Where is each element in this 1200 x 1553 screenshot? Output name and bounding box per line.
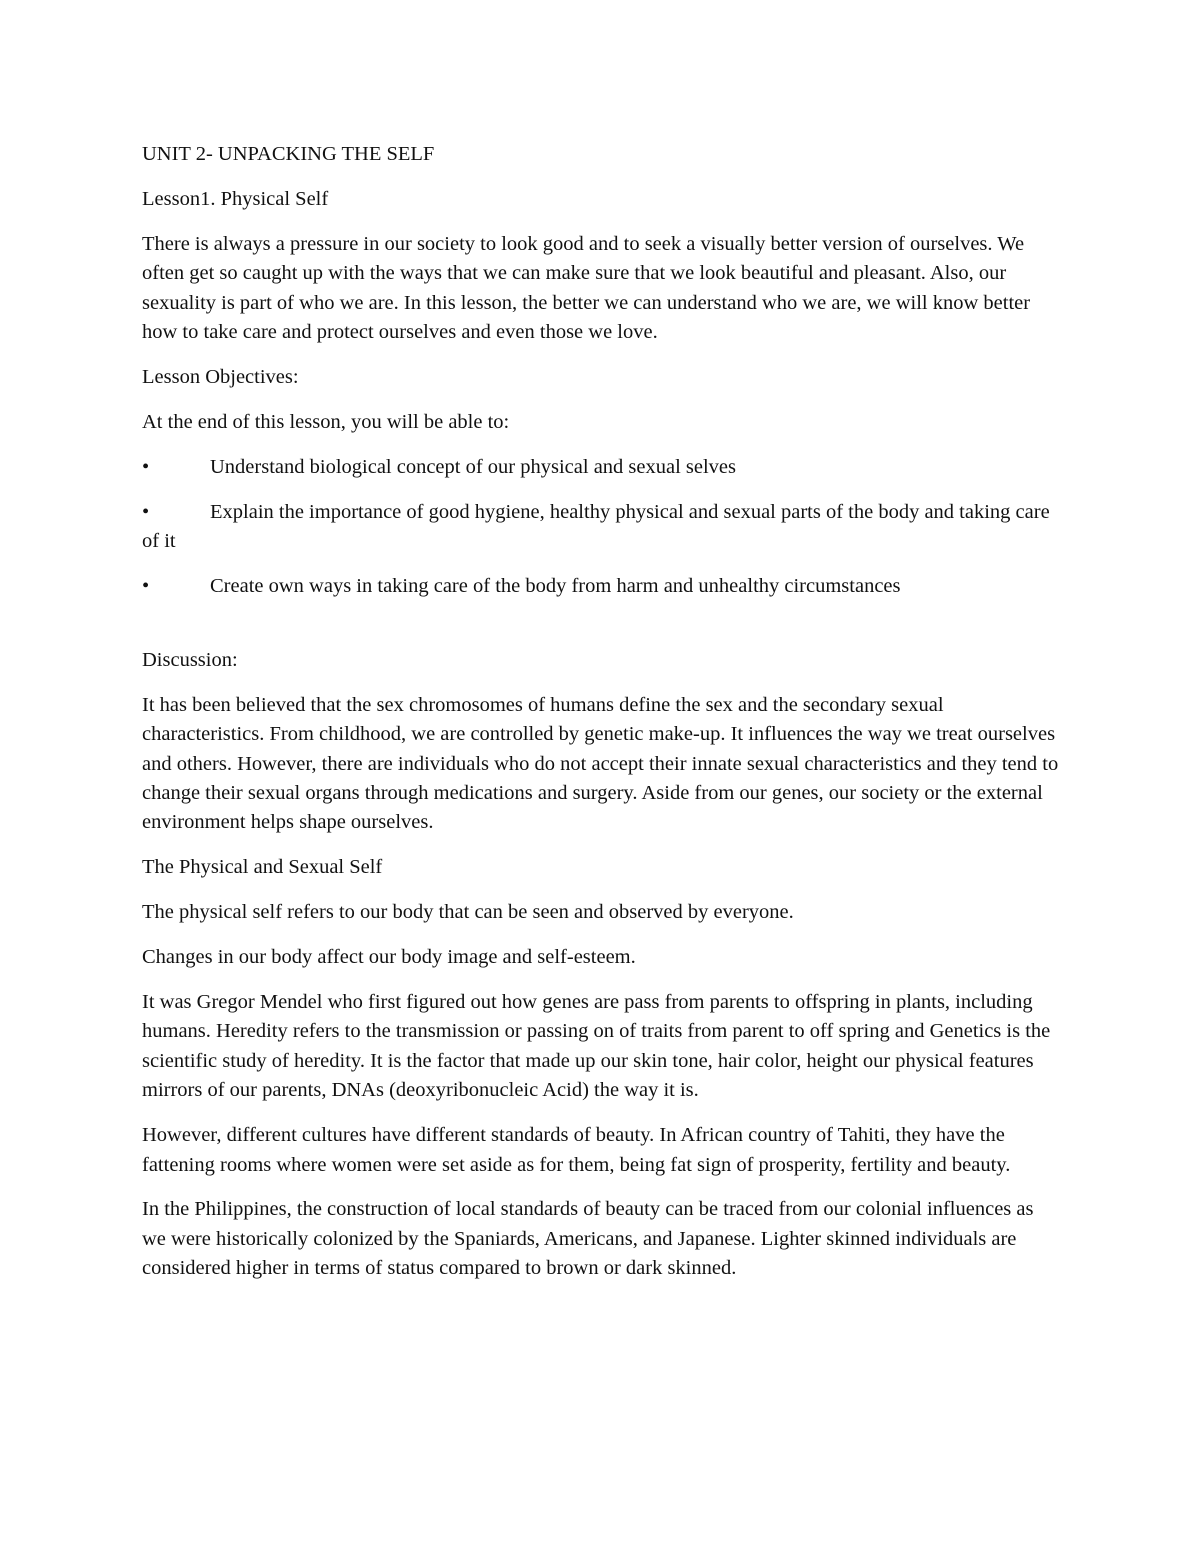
bullet-icon: • — [142, 455, 150, 478]
section-heading: The Physical and Sexual Self — [142, 856, 383, 879]
body-paragraph: It was Gregor Mendel who first figured out how genes are pass from parents to offspring in plants, including humans. Heredity refers to the transmission or passing on of traits from parent to off spring and Genetics is the scientific study of heredity. It is the factor that made up our skin tone, hair color, height our physical features mirrors of our parents, DNAs (deoxyribonucleic Acid) the way it is. — [142, 991, 1051, 1102]
discussion-paragraph: It has been believed that the sex chromosomes of humans define the sex and the secondary sexual characteristics. From childhood, we are controlled by genetic make-up. It influences the way we treat ourselves and others. However, there are individuals who do not accept their innate sexual characteristics and they tend to change their sexual organs through medications and surgery. Aside from our genes, our society or the external environment helps shape ourselves. — [142, 693, 1059, 834]
discussion-heading: Discussion: — [142, 648, 238, 671]
body-paragraph: In the Philippines, the construction of local standards of beauty can be traced from our colonial influences as we were historically colonized by the Spaniards, Americans, and Japanese. Lighter skinned individuals are considered higher in terms of status compared to brown or dark skinned. — [142, 1198, 1034, 1280]
body-paragraph: Changes in our body affect our body image and self-esteem. — [142, 946, 636, 969]
lesson-heading: Lesson1. Physical Self — [142, 187, 329, 210]
body-paragraph: The physical self refers to our body that can be seen and observed by everyone. — [142, 901, 794, 924]
intro-paragraph: There is always a pressure in our society to look good and to seek a visually better version of ourselves. We often get so caught up with the ways that we can make sure that we look beautiful and pleasant. Also, our sexuality is part of who we are. In this lesson, the better we can understand who we are, we will know better how to take care and protect ourselves and even those we love. — [142, 232, 1031, 344]
objective-item — [142, 453, 1062, 482]
unit-title: UNIT 2- UNPACKING THE SELF — [142, 143, 435, 165]
objective-text: Explain the importance of good hygiene, healthy physical and sexual parts of the body and taking care of it — [142, 500, 1050, 553]
spacer — [142, 617, 1062, 646]
objective-item — [142, 498, 1062, 557]
objectives-intro: At the end of this lesson, you will be able to: — [142, 410, 510, 433]
bullet-icon: • — [142, 574, 150, 597]
objectives-heading: Lesson Objectives: — [142, 365, 299, 388]
objective-text: Understand biological concept of our physical and sexual selves — [210, 455, 737, 478]
objective-item — [142, 572, 1062, 601]
document-page — [142, 140, 1062, 1299]
objective-text: Create own ways in taking care of the body from harm and unhealthy circumstances — [210, 574, 901, 597]
bullet-icon: • — [142, 500, 150, 523]
body-paragraph: However, different cultures have different standards of beauty. In African country of Tahiti, they have the fattening rooms where women were set aside as for them, being fat sign of prosperity, fertility and beauty. — [142, 1124, 1011, 1176]
